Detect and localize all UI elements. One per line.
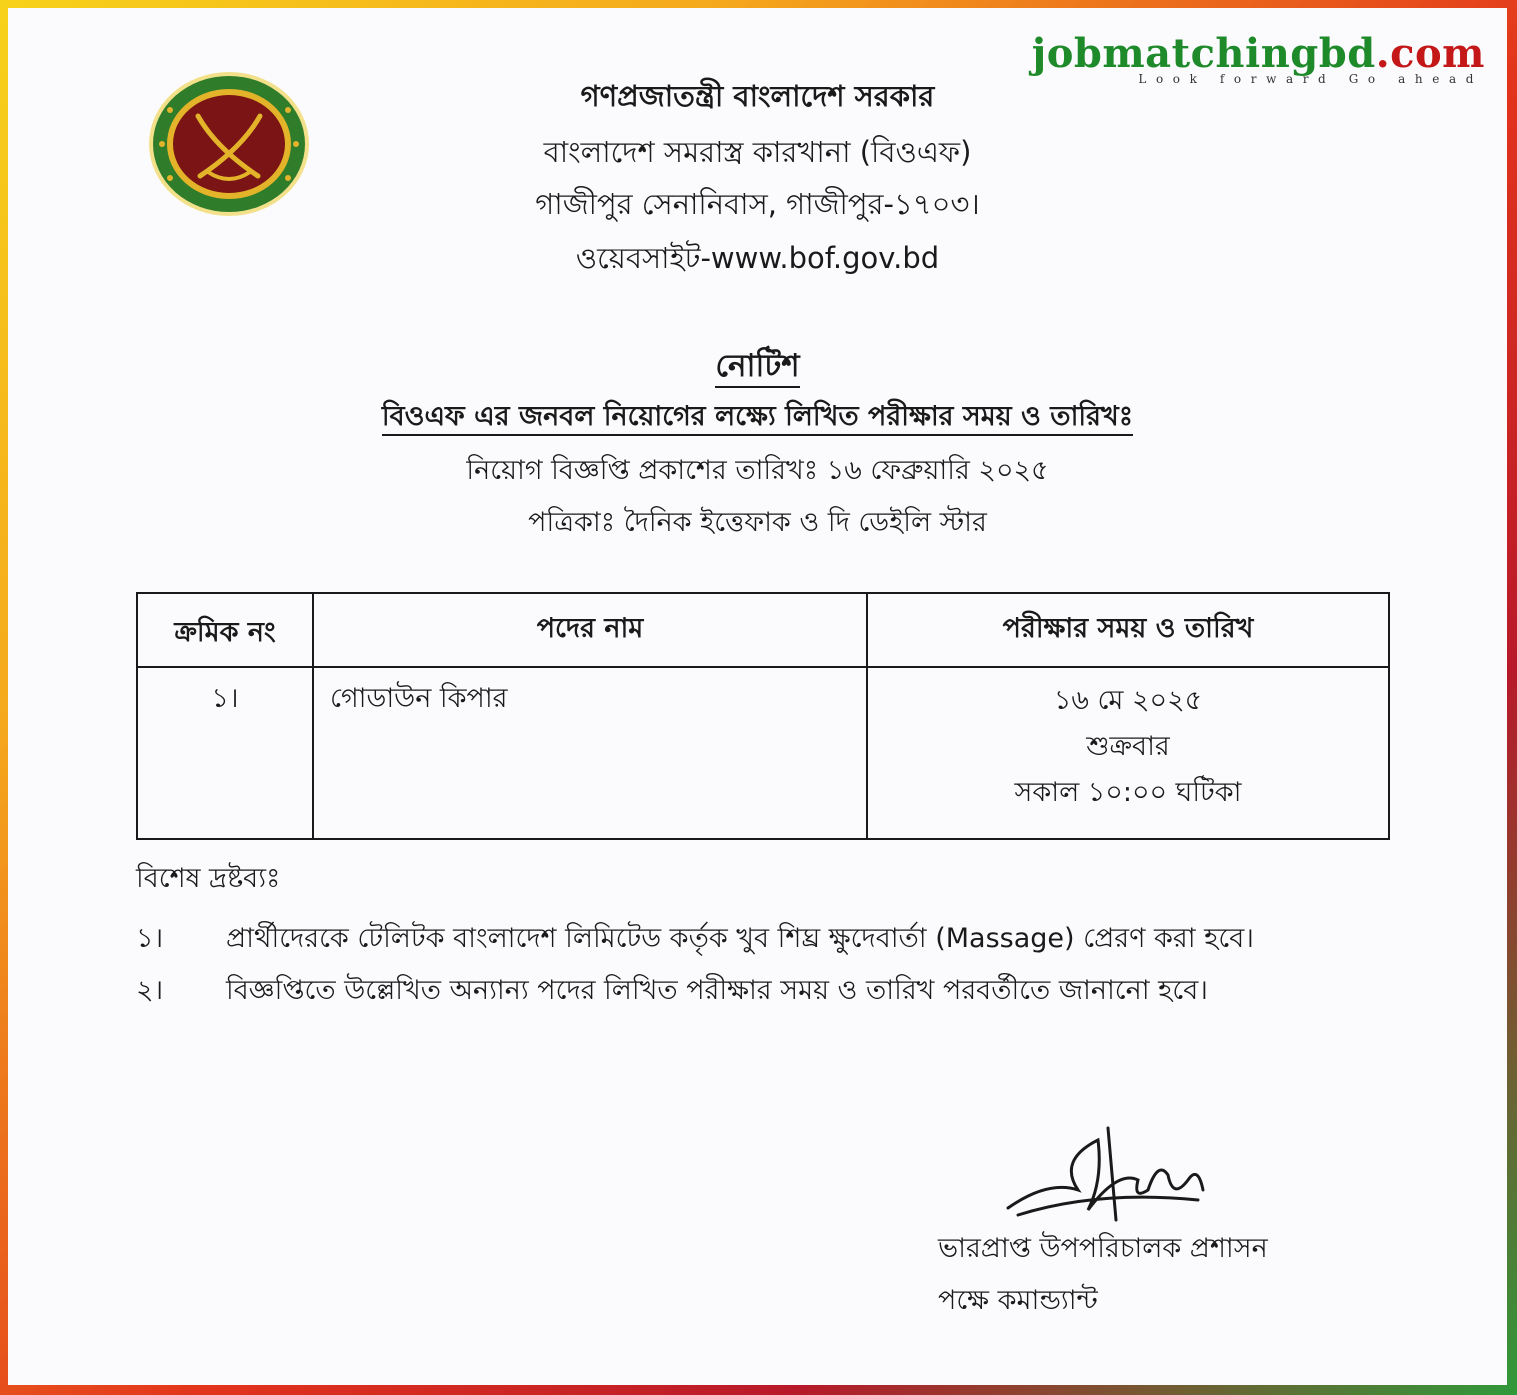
note-number: ১। (136, 923, 164, 954)
exam-time: সকাল ১০:০০ ঘটিকা (1014, 777, 1242, 808)
signatory-designation: ভারপ্রাপ্ত উপপরিচালক প্রশাসন (938, 1233, 1268, 1264)
notes-title: বিশেষ দ্রষ্টব্যঃ (136, 863, 281, 894)
table-header-row (137, 593, 1389, 667)
exam-day: শুক্রবার (1086, 731, 1170, 762)
note-number: ২। (136, 975, 164, 1006)
note-text: বিজ্ঞপ্তিতে উল্লেখিত অন্যান্য পদের লিখিত পরীক্ষার সময় ও তারিখ পরবর্তীতে জানানো হবে। (226, 975, 1208, 1006)
publication-date: নিয়োগ বিজ্ঞপ্তি প্রকাশের তারিখঃ ১৬ ফেব্রুয়ারি ২০২৫ (466, 455, 1049, 486)
signature-icon (988, 1120, 1218, 1230)
note-item (136, 915, 1390, 963)
exam-schedule-table (136, 592, 1390, 840)
organization-website: ওয়েবসাইট-www.bof.gov.bd (575, 241, 940, 275)
notice-document (8, 8, 1507, 1385)
watermark-brand: jobmatchingbd.com (1031, 30, 1485, 77)
organization-name: বাংলাদেশ সমরাস্ত্র কারখানা (বিওএফ) (543, 135, 972, 169)
organization-address: গাজীপুর সেনানিবাস, গাজীপুর-১৭০৩। (535, 187, 980, 221)
note-text: প্রার্থীদেরকে টেলিটক বাংলাদেশ লিমিটেড কর্তৃক খুব শিঘ্র ক্ষুদেবার্তা (Massage) প্রেরণ করা হবে। (226, 923, 1254, 954)
table-row (137, 667, 1389, 839)
notice-title: নোটিশ (8, 342, 1507, 394)
notice-subtitle: বিওএফ এর জনবল নিয়োগের লক্ষ্যে লিখিত পরীক্ষার সময় ও তারিখঃ (8, 396, 1507, 441)
header-post-name: পদের নাম (313, 593, 867, 667)
signatory-on-behalf: পক্ষে কমান্ড্যান্ট (938, 1285, 1098, 1316)
row-serial: ১। (137, 667, 313, 839)
exam-date: ১৬ মে ২০২৫ (1053, 685, 1203, 716)
note-item (136, 967, 1390, 1015)
header-exam-time-date: পরীক্ষার সময় ও তারিখ (867, 593, 1389, 667)
row-post-name: গোডাউন কিপার (313, 667, 867, 839)
signature-block (938, 1120, 1358, 1320)
header-serial: ক্রমিক নং (137, 593, 313, 667)
government-name: গণপ্রজাতন্ত্রী বাংলাদেশ সরকার (580, 79, 935, 113)
watermark-tagline: Look forward Go ahead (1138, 72, 1483, 86)
special-notes (136, 858, 1390, 1019)
row-exam-schedule (867, 667, 1389, 839)
newspaper-names: পত্রিকাঃ দৈনিক ইত্তেফাক ও দি ডেইলি স্টার (528, 507, 987, 538)
